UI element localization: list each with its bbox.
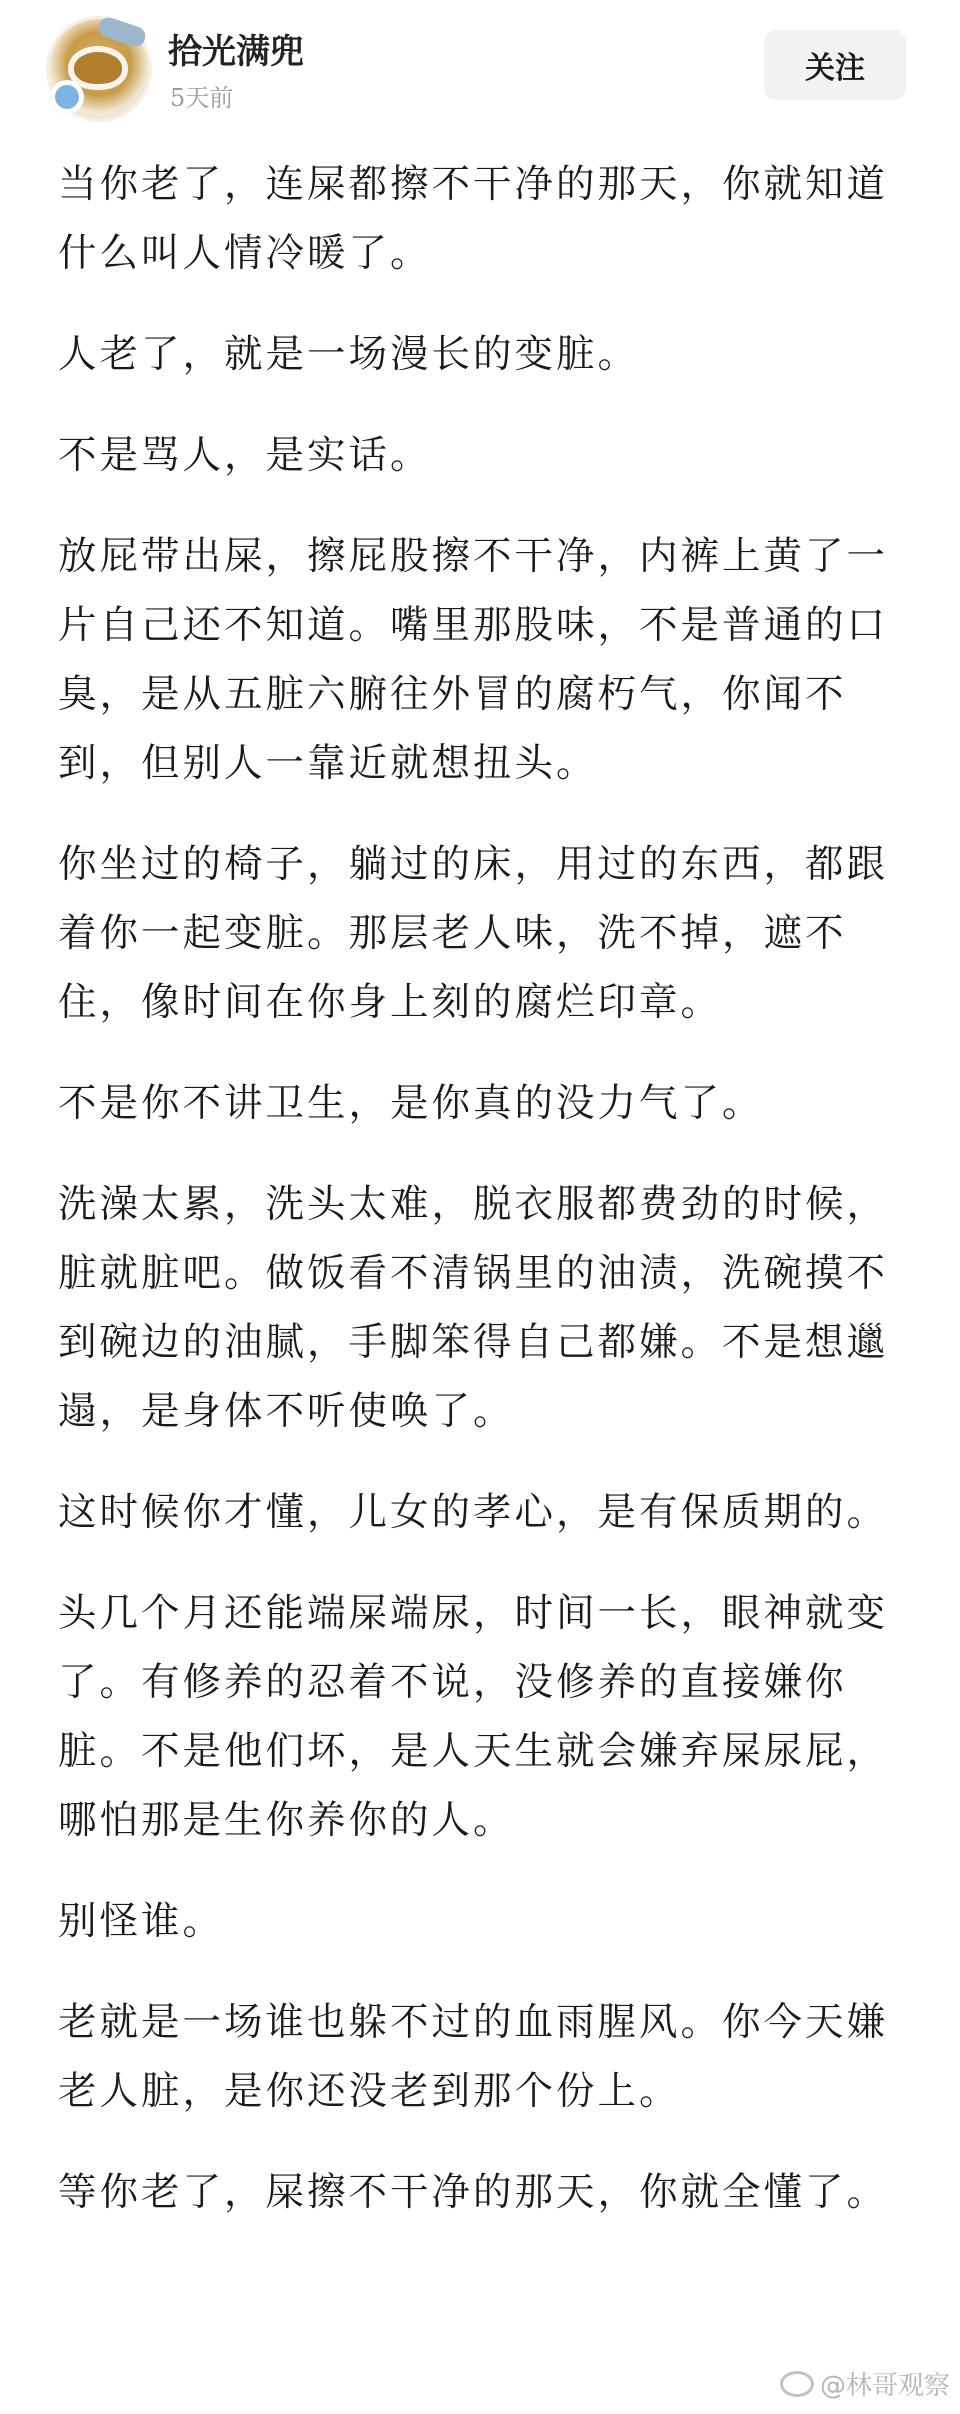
paragraph: 放屁带出屎，擦屁股擦不干净，内裤上黄了一片自己还不知道。嘴里那股味，不是普通的口臭，是从五脏六腑往外冒的腐朽气，你闻不到，但别人一靠近就想扭头。 [58,534,889,786]
paragraph: 不是骂人，是实话。 [58,433,432,478]
paragraph: 头几个月还能端屎端尿，时间一长，眼神就变了。有修养的忍着不说，没修养的直接嫌你脏。不是他们坏，是人天生就会嫌弃屎尿屁，哪怕那是生你养你的人。 [58,1591,889,1843]
follow-button[interactable]: 关注 [764,30,906,100]
avatar[interactable] [46,16,152,122]
paragraph: 老就是一场谁也躲不过的血雨腥风。你今天嫌老人脏，是你还没老到那个份上。 [58,2000,889,2114]
watermark [780,2365,950,2402]
paragraph: 你坐过的椅子，躺过的床，用过的东西，都跟着你一起变脏。那层老人味，洗不掉，遮不住，像时间在你身上刻的腐烂印章。 [58,842,889,1025]
badge-icon [96,15,148,49]
paragraph: 这时候你才懂，儿女的孝心，是有保质期的。 [58,1490,889,1535]
paragraph: 别怪谁。 [58,1899,225,1944]
username[interactable]: 拾光满兜 [168,32,304,72]
post-content [58,150,908,2259]
weibo-icon [780,2371,814,2397]
paragraph: 人老了，就是一场漫长的变脏。 [58,332,640,377]
post-timestamp: 5天前 [170,84,234,112]
paragraph: 当你老了，连屎都擦不干净的那天，你就知道什么叫人情冷暖了。 [58,162,889,276]
watermark-text: @林哥观察 [819,2371,950,2401]
paragraph: 不是你不讲卫生，是你真的没力气了。 [58,1081,764,1126]
swirl-icon [50,80,84,114]
paragraph: 洗澡太累，洗头太难，脱衣服都费劲的时候，脏就脏吧。做饭看不清锅里的油渍，洗碗摸不到碗边的油腻，手脚笨得自己都嫌。不是想邋遢，是身体不听使唤了。 [58,1182,889,1434]
post-header [0,0,960,140]
paragraph: 等你老了，屎擦不干净的那天，你就全懂了。 [58,2170,889,2215]
